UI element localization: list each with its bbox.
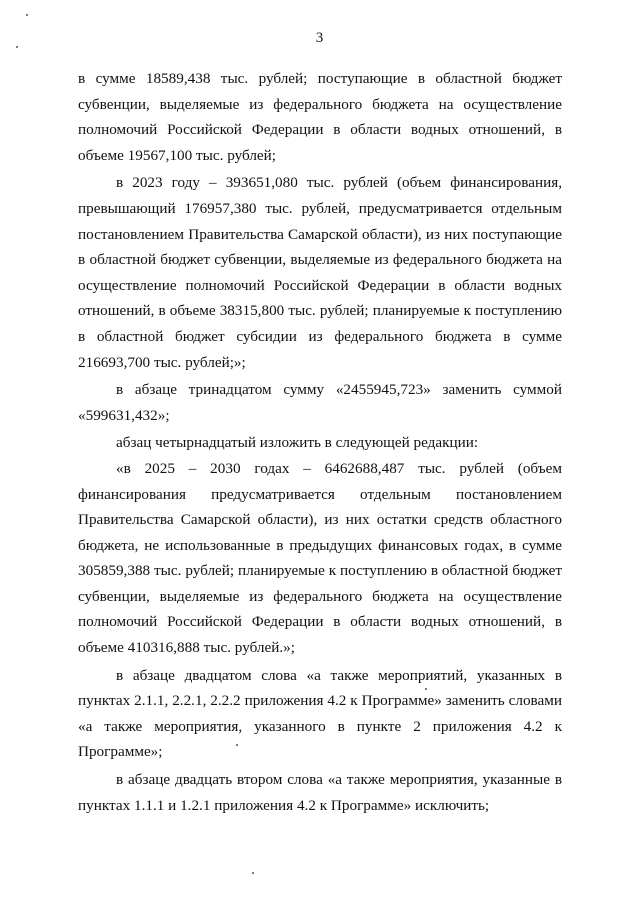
scan-speck	[26, 14, 28, 16]
scan-speck	[425, 688, 427, 690]
page-number: 3	[315, 30, 324, 46]
scan-speck	[236, 744, 238, 746]
scan-speck	[252, 872, 254, 874]
paragraph-6: в абзаце двадцатом слова «а также мероприятий, указанных в пунктах 2.1.1, 2.2.1, 2.2.2 приложения 4.2 к Программе» заменить словами «а также мероприятия, указанного в пункте 2 приложения 4.2 к Программе»;	[78, 666, 562, 761]
paragraph-2: в 2023 году – 393651,080 тыс. рублей (объем финансирования, превышающий 176957,380 тыс. рублей, предусматривается отдельным постановлением Правительства Самарской области), из них поступающие в областной бюджет субвенции, выделяемые из федерального бюджета на осуществление полномочий Российской Федерации в области водных отношений, в объеме 38315,800 тыс. рублей; планируемые к поступлению в областной бюджет субсидии из федерального бюджета в сумме 216693,700 тыс. рублей;»;	[78, 174, 562, 371]
paragraph-5: «в 2025 – 2030 годах – 6462688,487 тыс. рублей (объем финансирования предусматривается отдельным постановлением Правительства Самарской области), из них остатки средств областного бюджета, не использованные в предыдущих финансовых годах, в сумме 305859,388 тыс. рублей; планируемые к поступлению в областной бюджет субвенции, выделяемые из федерального бюджета на осуществление полномочий Российской Федерации в области водных отношений, в объеме 410316,888 тыс. рублей.»;	[78, 459, 562, 657]
paragraph-4: абзац четырнадцатый изложить в следующей редакции:	[116, 434, 479, 452]
document-body	[78, 66, 562, 818]
paragraph-3: в абзаце тринадцатом сумму «2455945,723» заменить суммой «599631,432»;	[78, 381, 562, 424]
scan-speck	[16, 46, 18, 48]
paragraph-1: в сумме 18589,438 тыс. рублей; поступающие в областной бюджет субвенции, выделяемые из федерального бюджета на осуществление полномочий Российской Федерации в области водных отношений, в объеме 19567,100 тыс. рублей;	[78, 70, 562, 164]
paragraph-7: в абзаце двадцать втором слова «а также мероприятия, указанные в пунктах 1.1.1 и 1.2.1 приложения 4.2 к Программе» исключить;	[78, 771, 562, 814]
